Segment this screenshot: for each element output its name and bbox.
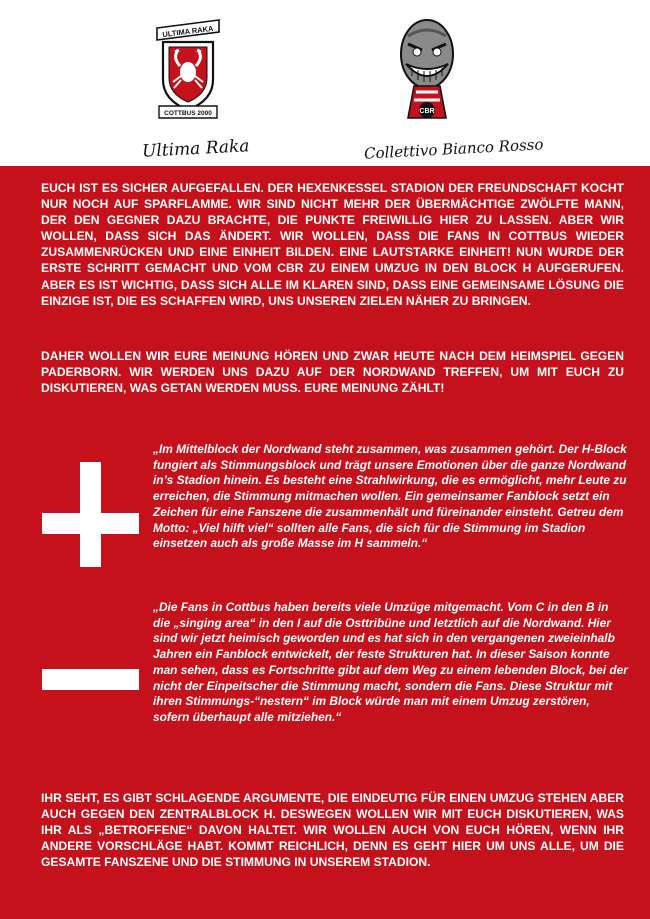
pro-argument-text: „Im Mittelblock der Nordwand steht zusammen, was zusammen gehört. Der H-Block fungiert als Stimmungsblock und trägt unsere Emotionen über die ganze Nordwand in’s Stadion hinein. Es besteht eine Strahlwirkung, die es ermöglicht, mehr Leute zu erreichen, die Stimmung mitmachen wollen. Ein gemeinsamer Fanblock setzt ein Zeichen für eine Fanszene die zusammenhält und füreinander einsteht. Getreu dem Motto: „Viel hilft viel“ sollten alle Fans, die sich für die Stimmung im Stadion einsetzen auch als große Masse im H sammeln.“ <box>153 442 627 551</box>
left-signature: Ultima Raka <box>141 136 250 162</box>
badge-top-text: ULTIMA RAKA <box>161 23 214 40</box>
intro-paragraph-1: EUCH IST ES SICHER AUFGEFALLEN. DER HEXENKESSEL STADION DER FREUNDSCHAFT KOCHT NUR NOCH AUF SPARFLAMME. WIR SIND NICHT MEHR DER ÜBERMÄCHTIGE ZWÖLFTE MANN, DER DEN GEGNER DAZU BRACHTE, DIE PUNKTE FREIWILLIG HIER ZU LASSEN. ABER WIR WOLLEN, DASS SICH DAS ÄNDERT. WIR WOLLEN, DASS DIE FANS IN COTTBUS WIEDER ZUSAMMENRÜCKEN UND EINE EINHEIT BILDEN. EINE LAUTSTARKE EINHEIT! NUN WURDE DER ERSTE SCHRITT GEMACHT UND VOM CBR ZU EINEM UMZUG IN DEN BLOCK H AUFGERUFEN. ABER ES IST WICHTIG, DASS SICH ALLE IM KLAREN SIND, DASS EINE GEMEINSAME LÖSUNG DIE EINZIGE IST, DIE ES SCHAFFEN WIRD, UNS UNSEREN ZIELEN NÄHER ZU BRINGEN. <box>41 181 624 308</box>
content-area <box>0 166 650 919</box>
mascot-shirt-text: CBR <box>419 108 435 115</box>
right-signature: Collettivo Bianco Rosso <box>363 135 544 163</box>
grinning-mascot-icon <box>394 14 460 124</box>
crab-shield-icon <box>153 14 223 126</box>
outro-paragraph: IHR SEHT, ES GIBT SCHLAGENDE ARGUMENTE, DIE EINDEUTIG FÜR EINEN UMZUG STEHEN ABER AUCH GEGEN DEN ZENTRALBLOCK H. DESWEGEN WOLLEN WIR MIT EUCH DISKUTIEREN, WAS IHR ALS „BETROFFENE“ DAVON HALTET. WIR WOLLEN AUCH VON EUCH HÖREN, WENN IHR ANDERE VORSCHLÄGE HABT. KOMMT REICHLICH, DENN ES GEHT HIER UM UNS ALLE, UM DIE GESAMTE FANSZENE UND DIE STIMMUNG IN UNSEREM STADION. <box>41 791 624 870</box>
header <box>0 0 650 166</box>
plus-sign-icon-vertical <box>80 462 101 567</box>
badge-bottom-text: COTTBUS 2000 <box>164 110 212 117</box>
minus-sign-icon <box>42 669 139 690</box>
intro-paragraph-2: DAHER WOLLEN WIR EURE MEINUNG HÖREN UND ZWAR HEUTE NACH DEM HEIMSPIEL GEGEN PADERBORN. WIR WERDEN UNS DAZU AUF DER NORDWAND TREFFEN, UM MIT EUCH ZU DISKUTIEREN, WAS GETAN WERDEN MUSS. EURE MEINUNG ZÄHLT! <box>41 349 624 396</box>
contra-argument-text: „Die Fans in Cottbus haben bereits viele Umzüge mitgemacht. Vom C in den B in die „singing area“ in den I auf die Osttribüne und letztlich auf die Nordwand. Hier sind wir jetzt heimisch geworden und es hat sich in den vergangenen zweieinhalb Jahren ein Fanblock entwickelt, der feste Strukturen hat. In dieser Saison konnte man sehen, dass es Fortschritte gibt auf dem Weg zu einem lebenden Block, bei der nicht der Einpeitscher die Stimmung macht, sondern die Fans. Diese Struktur mit ihren Stimmungs-“nestern“ im Block würde man mit einem Umzug zerstören, sofern überhaupt alle mitziehen.“ <box>153 600 628 724</box>
